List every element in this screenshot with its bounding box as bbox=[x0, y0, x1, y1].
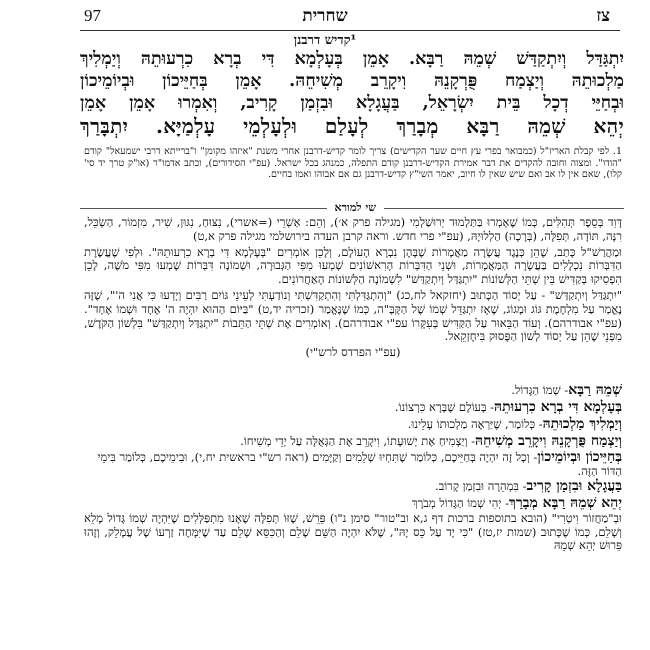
commentary-term: בַּעֲגָלָא וּבִזְמַן קָרִיב bbox=[526, 478, 622, 494]
commentary-term: שְׁמֵהּ רַבָּא bbox=[568, 382, 622, 398]
commentary-term: וְיַמְלִיךְ מַלְכוּתֵהּ bbox=[542, 416, 622, 432]
commentary-text: - כְּלוֹמַר, שֶׁיַּרְאֶה מַלְכוּתוֹ עָלֵינוּ. bbox=[407, 417, 543, 431]
hebrew-page-number: צז bbox=[596, 6, 610, 26]
commentary-text: - יְהִי שְׁמוֹ הַגָּדוֹל מְבֹרָךְ bbox=[412, 496, 509, 510]
header-rule bbox=[80, 30, 620, 31]
commentary-line bbox=[84, 399, 622, 416]
kaddish-title: ¹קדיש דרבנן bbox=[293, 33, 357, 48]
commentary-term: יְהֵא שְׁמֵהּ רַבָּא מְבָרַךְ bbox=[508, 495, 622, 511]
commentary-text: - בָּעוֹלָם שֶׁבָּרָא כִּרְצוֹנוֹ. bbox=[394, 400, 495, 414]
commentary-text: - וְכָל זֶה יִהְיֶה בְּחַיֵּיכֶם, כְּלוֹמַר שֶׁתִּחְיוּ שְׁלֵמִים וְקַיָּמִים (ראה רש"י בראשית יח,י), וּבִימֵיכֶם, כְּלוֹמַר בִּימֵי הַדּוֹר הַזֶּה. bbox=[97, 450, 622, 478]
section-divider bbox=[80, 201, 624, 215]
explanation-paragraph: דָּוִד בְּסֵפֶר תְּהִלִּים, כְּמוֹ שֶׁאָמְרוּ בַּתַּלְמוּד יְרוּשַׁלְמִי (מגילה פרק א׳), וְהֵם: אַשְׁרֵי (=אשרי), נִצּוּחַ, נִגּוּן, שִׁיר, מִזְמוֹר, הַשְׂכֵּל, רִנָּה, תּוֹדָה, תְּפִלָּה, (בְּרָכָה) הַלְלוּיָהּ, (עפ"י פרי חדש. וראה קרבן העדה בירושלמי מגילה פרק א,ט) bbox=[84, 215, 622, 243]
page-header bbox=[0, 6, 650, 32]
commentary-line bbox=[84, 495, 622, 512]
commentary-text: - שְׁמוֹ הַגָּדוֹל. bbox=[511, 383, 569, 397]
commentary-term: בְּעָלְמָא דִּי בְרָא כִרְעוּתֵהּ bbox=[494, 399, 622, 415]
explanation-paragraph: וּמַהֲרַשׁ"ל כָּתַב, שֶׁהֵן כְּנֶגֶד עֲשָׂרָה מַאֲמָרוֹת שֶׁבָּהֶן נִבְרָא הָעוֹלָם, וְלָכֵן אוֹמְרִים "בְּעָלְמָא דִּי בְרָא כִרְעוּתֵהּ". וּלְפִי שֶׁעֲשֶׂרֶת הַדִּבְּרוֹת נִכְלָלִים בַּעֲשָׂרָה הַמַּאֲמָרוֹת, וּשְׁנֵי הַדִּבְּרוֹת הָרִאשׁוֹנִים שָׁמְעוּ מִפִּי הַגְּבוּרָה, וּשְׁמוֹנָה דִּבְּרוֹת שָׁמְעוּ מִפִּי מֹשֶׁה, לָכֵן הִפְסִיקוּ בְּקַדִּישׁ בֵּין שְׁתֵּי הַלְּשׁוֹנוֹת "יִתְגַּדַּל וְיִתְקַדַּשׁ" לִשְׁמוֹנָה הַלְּשׁוֹנוֹת הָאַחֲרוֹנִים. bbox=[84, 244, 622, 287]
page-number: 97 bbox=[84, 6, 101, 25]
commentary-line bbox=[84, 382, 622, 399]
commentary-text: - וְיַצְמִיחַ אֶת יְשׁוּעָתוֹ, וִיקָרֵב אֶת הַגְּאֻלָּה עַל יְדֵי מְשִׁיחוֹ. bbox=[240, 434, 476, 448]
commentary bbox=[84, 382, 622, 553]
footnote: 1. לפי קבלת האריז"ל (כמבואר בפרי עץ חיים שער הקדישים) צריך לומר קדיש-דרבנן אחרי משנת "איזהו מקומן" ו"ברייתא דרבי ישמעאל" קודם "הודו". ומצוה וחובה להקדים את דבר אמירת הקדיש-דרבנן קודם התפלה, כמנהג בכל ישראל. (עפ"י הסידורים), וכתב אדמו"ר (או"ק טרך יד סי' קלו), שאם אין לו אב ואם שיש שאין לו חיוב, יאמר השי"ץ קדיש-דרבנן גם אם אבוהו ואמו בחיים. bbox=[84, 146, 622, 180]
explanation-paragraph: (עפ"י הפרדס לרש"י) bbox=[305, 345, 401, 360]
commentary-text: וּבְ"מַחֲזוֹר וִיטְרִי" (הובא בתוספות ברכות דף ג,א וב"טור" סימן נ"ו) פֵּרֵשׁ, שֶׁזּוֹ תְּפִלָּה שֶׁאָנוּ מִתְפַּלְּלִים שֶׁיִּהְיֶה שְׁמוֹ גָּדוֹל מָלֵא וְשָׁלֵם, כְּמוֹ שֶׁכָּתוּב (שמות יז,טז) "כִּי יָד עַל כֵּס יָהּ", שֶׁלֹּא יִהְיֶה הַשֵּׁם שָׁלֵם וְהַכִּסֵּא שָׁלֵם עַד שֶׁיִּמָּחֶה זַרְעוֹ שֶׁל עֲמָלֵק, וְזֶהוּ פֵּרוּשׁ יְהֵא שְׁמֵהּ bbox=[84, 511, 622, 552]
commentary-line bbox=[84, 416, 622, 433]
commentary-term: בְּחַיֵּיכוֹן וּבְיוֹמֵיכוֹן bbox=[537, 449, 622, 465]
kaddish-response: יְהֵא שְׁמֵהּ רַבָּא מְבָרַךְ לְעָלַם וּלְעָלְמֵי עָלְמַיָּא. יִתְבָּרַךְ bbox=[80, 114, 624, 138]
commentary-line bbox=[84, 450, 622, 478]
commentary-line bbox=[84, 433, 622, 450]
commentary-term: וְיַצְמַח פֻּרְקָנֵהּ וִיקָרֵב מְשִׁיחֵהּ bbox=[475, 433, 622, 449]
commentary-paragraph bbox=[84, 512, 622, 553]
commentary-text: - בִּמְהֵרָה וּבִזְמַן קָרוֹב. bbox=[435, 479, 527, 493]
section-label: שי למורא bbox=[327, 201, 384, 214]
explanation-body bbox=[84, 216, 622, 362]
kaddish-text bbox=[80, 48, 624, 114]
kaddish-line: וּבְחַיֵּי דְכָל בֵּית יִשְׂרָאֵל, בַּעֲגָלָא וּבִזְמַן קָרִיב, וְאִמְרוּ אָמֵן אָמֵן bbox=[80, 93, 624, 113]
commentary-line bbox=[84, 478, 622, 495]
kaddish-line: מַלְכוּתֵהּ וְיַצְמַח פֻּרְקָנֵהּ וִיקָרֵב מְשִׁיחֵהּ. אָמֵן בְּחַיֵּיכוֹן וּבְיוֹמֵיכוֹן bbox=[80, 71, 624, 91]
kaddish-line: יִתְגַּדַּל וְיִתְקַדַּשׁ שְׁמֵהּ רַבָּא. אָמֵן בְּעָלְמָא דִּי בְרָא כִרְעוּתֵהּ וְיַמְלִיךְ bbox=[80, 49, 624, 69]
page-title: שחרית bbox=[302, 6, 348, 26]
explanation-paragraph: "יִתְגַּדַּל וְיִתְקַדַּשׁ" - עַל יְסוֹד הַכָּתוּב (יחזקאל לח,כג) "וְהִתְגַּדִּלְתִּי וְהִתְקַדִּשְׁתִּי וְנוֹדַעְתִּי לְעֵינֵי גּוֹיִם רַבִּים וְיָדְעוּ כִּי אֲנִי ה'", שֶׁזֶּה נֶאֱמַר עַל מִלְחֶמֶת גּוֹג וּמָגוֹג, שֶׁאָז יִתְגַּדֵּל שְׁמוֹ שֶׁל הַקָּבָּ"ה, כְּמוֹ שֶׁנֶּאֱמַר (זכריה יד,ט) "בַּיּוֹם הַהוּא יִהְיֶה ה' אֶחָד וּשְׁמוֹ אֶחָד". (עפ"י אבודרהם). וְעוֹד הַבֵּאוּר עַל הַקַּדִּישׁ בְּעִקָּרוֹ עפ"י אבודרהם). וְאוֹמְרִים אֶת שְׁתֵּי הַתֵּבוֹת "יִתְגַּדַּל וְיִתְקַדַּשׁ" בִּלְשׁוֹן הַקֹּדֶשׁ, מִפְּנֵי שֶׁהֵן עַל יְסוֹד לְשׁוֹן הַפָּסוּק בִּיחֶזְקֵאל. bbox=[84, 287, 622, 344]
